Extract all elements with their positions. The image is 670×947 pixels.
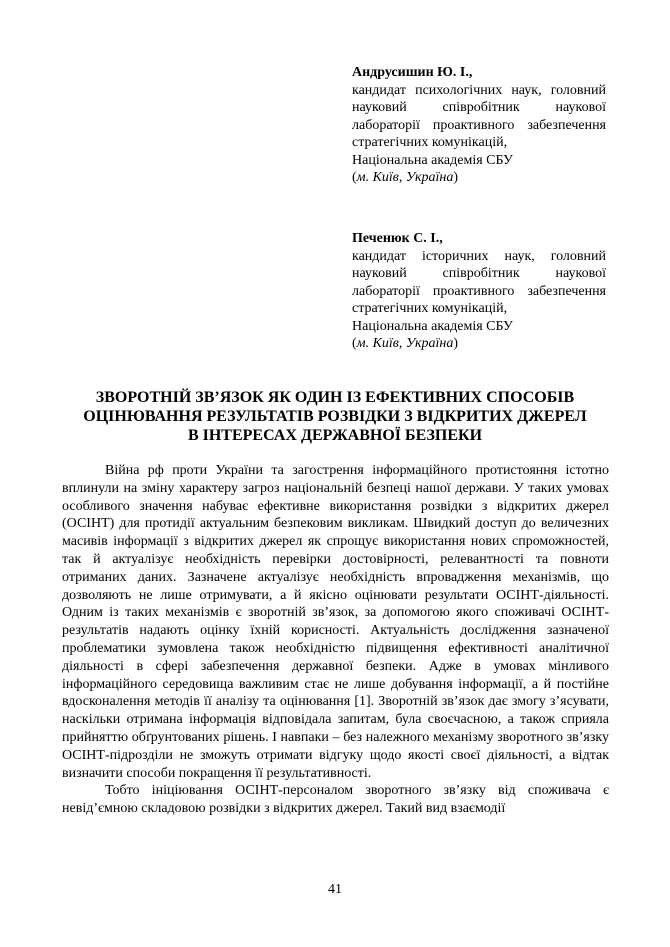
author-block-1	[352, 64, 606, 187]
title-line: В ІНТЕРЕСАХ ДЕРЖАВНОЇ БЕЗПЕКИ	[187, 427, 483, 444]
body-paragraph: Тобто ініціювання ОСІНТ-персоналом зворотного зв’язку від споживача є невід’ємною складовою розвідки з відкритих джерел. Такий вид взаємодії	[62, 783, 609, 817]
author-block-2	[352, 230, 606, 353]
article-body	[62, 462, 609, 818]
title-line: ЗВОРОТНІЙ ЗВ’ЯЗОК ЯК ОДИН ІЗ ЕФЕКТИВНИХ СПОСОБІВ	[95, 389, 575, 406]
author-institution: Національна академія СБУ	[352, 152, 513, 168]
author-location: (м. Київ, Україна)	[352, 170, 458, 185]
author-affiliation: кандидат психологічних наук, головний науковий співробітник наукової лабораторії проактивного забезпечення стратегічних комунікацій,	[352, 82, 606, 150]
author-affiliation: кандидат історичних наук, головний науковий співробітник наукової лабораторії проактивного забезпечення стратегічних комунікацій,	[352, 248, 606, 316]
author-name: Андрусишин Ю. І.,	[352, 65, 473, 80]
body-paragraph: Війна рф проти України та загострення інформаційного протистояння істотно вплинули на зміну характеру загроз національній безпеці нашої держави. У таких умовах особливого значення набуває ефективне використання розвідки з відкритих джерел (ОСІНТ) для протидії актуальним безпековим викликам. Швидкий доступ до величезних масивів інформації з відкритих джерел як спрощує використання нових спроможностей, так й актуалізує необхідність перевірки достовірності, релевантності та повноти отриманих даних. Зазначене актуалізує необхідність впровадження механізмів, що дозволяють не лише отримувати, а й якісно оцінювати результати ОСІНТ-діяльності. Одним із таких механізмів є зворотній зв’язок, за допомогою якого споживачі ОСІНТ-результатів надають оцінку їхній корисності. Актуальність дослідження зазначеної проблематики зумовлена також необхідністю підвищення ефективності аналітичної діяльності в сфері забезпечення державної безпеки. Адже в умовах мінливого інформаційного середовища важливим стає не лише добування інформації, а й постійне вдосконалення методів її аналізу та оцінювання [1]. Зворотній зв’язок дає змогу з’ясувати, наскільки отримана інформація відповідала запитам, була своєчасною, а також сприяла прийняттю обґрунтованих рішень. І навпаки – без належного механізму зворотного зв’язку ОСІНТ-підрозділи не зможуть отримати відгуку щодо якості своєї діяльності, а відтак визначити способи покращення її результативності.	[62, 463, 609, 781]
author-name: Печенюк С. І.,	[352, 231, 443, 246]
author-location: (м. Київ, Україна)	[352, 336, 458, 351]
author-institution: Національна академія СБУ	[352, 318, 513, 334]
title-line: ОЦІНЮВАННЯ РЕЗУЛЬТАТІВ РОЗВІДКИ З ВІДКРИТИХ ДЖЕРЕЛ	[83, 408, 587, 425]
page-number: 41	[328, 882, 342, 897]
article-title	[62, 388, 608, 445]
